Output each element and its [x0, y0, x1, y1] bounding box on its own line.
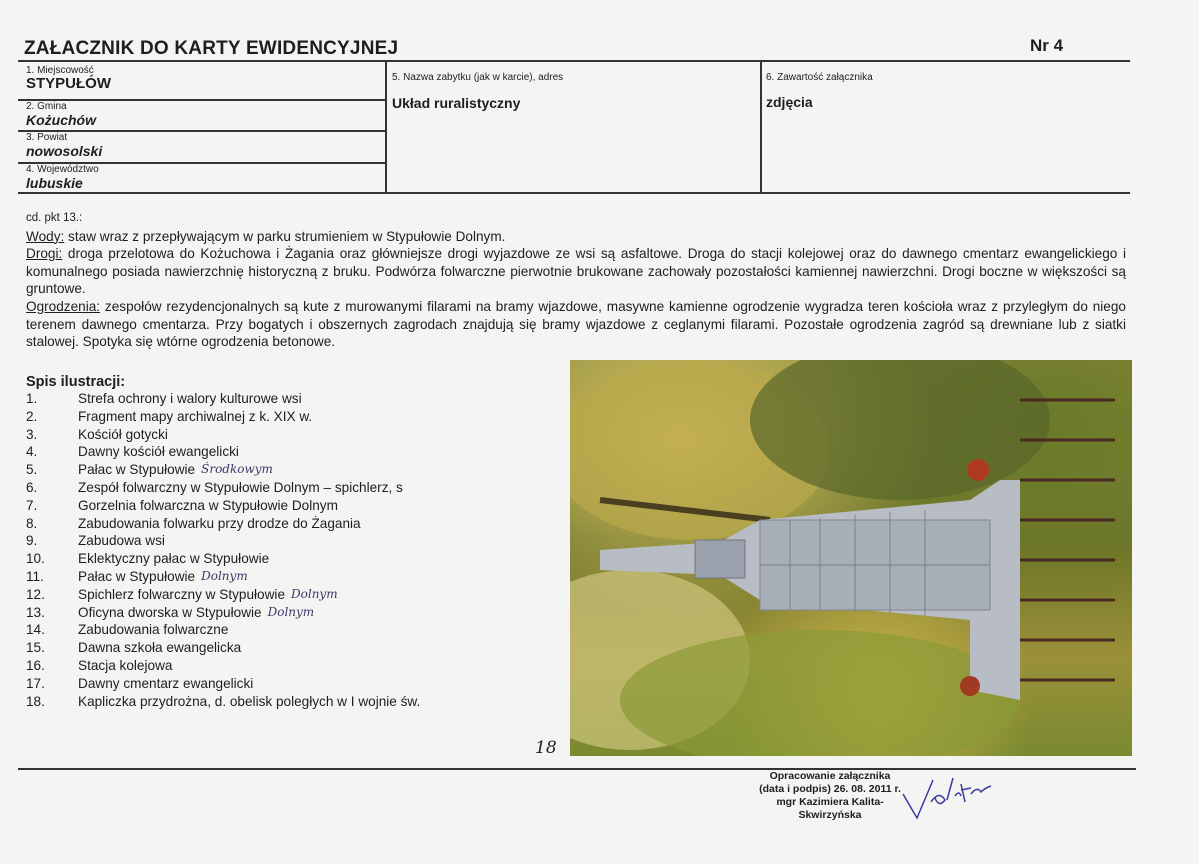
- item-title: Fragment mapy archiwalnej z k. XIX w.: [78, 408, 313, 424]
- item-title: Stacja kolejowa: [78, 657, 173, 673]
- item-number: 7.: [26, 497, 38, 513]
- item-number: 6.: [26, 479, 38, 495]
- item-number: 16.: [26, 657, 45, 673]
- list-item: [26, 498, 420, 516]
- list-item: [26, 658, 420, 676]
- item-number: 18.: [26, 693, 45, 709]
- footer-author: mgr Kazimiera Kalita-: [776, 796, 884, 808]
- item-title: Kościół gotycki: [78, 426, 168, 442]
- list-item: [26, 676, 420, 694]
- signature: [895, 772, 995, 822]
- field-label: 1. Miejscowość: [26, 65, 94, 76]
- list-item: [26, 480, 420, 498]
- divider: [18, 768, 1136, 770]
- paragraph-drogi: [26, 245, 1126, 298]
- list-item: [26, 409, 420, 427]
- item-title: Oficyna dworska w Stypułowie: [78, 604, 262, 620]
- list-item: [26, 427, 420, 445]
- illustrations-list: [26, 374, 420, 711]
- field-label: 3. Powiat: [26, 132, 68, 143]
- handwritten-note: Dolnym: [201, 568, 248, 583]
- field-value: Układ ruralistyczny: [392, 95, 521, 111]
- divider: [18, 192, 1130, 194]
- list-item: [26, 551, 420, 569]
- field-value: nowosolski: [26, 143, 103, 159]
- paragraph-heading: Ogrodzenia:: [26, 298, 101, 314]
- handwritten-note: Dolnym: [291, 586, 338, 601]
- item-number: 8.: [26, 515, 38, 531]
- footer-line: Opracowanie załącznika: [769, 770, 891, 782]
- item-title: Zabudowa wsi: [78, 533, 165, 549]
- item-number: 4.: [26, 444, 38, 460]
- field-value: zdjęcia: [766, 94, 813, 110]
- handwritten-note: Środkowym: [201, 462, 273, 477]
- item-number: 17.: [26, 675, 45, 691]
- item-title: Gorzelnia folwarczna w Stypułowie Dolnym: [78, 497, 338, 513]
- paragraph-ogrodzenia: [26, 298, 1126, 351]
- paragraph-text: droga przelotowa do Kożuchowa i Żagania oraz główniejsze drogi wyjazdowe ze wsi są asfaltowe. Droga do stacji kolejowej oraz do dawnego cmentarz ewangelickiego i komunalnego posiada nawierzchnię historyczną z bruku. Podwórza folwarczne pierwotnie brukowane zachowały pozostałości kamiennej nawierzchni. Drogi boczne w większości są gruntowe.: [26, 246, 1126, 297]
- photo-number: 18: [535, 738, 557, 758]
- list-item: [26, 640, 420, 658]
- item-number: 5.: [26, 462, 38, 478]
- document-title: ZAŁACZNIK DO KARTY EWIDENCYJNEJ: [24, 38, 399, 59]
- item-number: 11.: [26, 568, 44, 584]
- item-number: 12.: [26, 586, 45, 602]
- field-wojewodztwo: [26, 164, 99, 191]
- item-number: 10.: [26, 551, 45, 567]
- list-item: [26, 533, 420, 551]
- list-item: [26, 444, 420, 462]
- divider: [385, 60, 387, 193]
- footer-date: (data i podpis) 26. 08. 2011 r.: [759, 783, 901, 795]
- list-item: [26, 569, 420, 587]
- prepared-by: [740, 770, 920, 822]
- photo-image: [570, 360, 1132, 756]
- item-number: 1.: [26, 391, 38, 406]
- field-powiat: [26, 132, 102, 159]
- list-heading: Spis ilustracji:: [26, 374, 126, 390]
- item-number: 14.: [26, 622, 45, 638]
- attachment-number: Nr 4: [1030, 36, 1064, 55]
- item-title: Strefa ochrony i walory kulturowe wsi: [78, 391, 302, 406]
- divider: [18, 60, 1130, 62]
- field-label: 2. Gmina: [26, 101, 67, 112]
- field-value: Kożuchów: [26, 112, 96, 128]
- field-label: 6. Zawartość załącznika: [766, 72, 873, 83]
- paragraph-text: staw wraz z przepływającym w parku strumieniem w Stypułowie Dolnym.: [64, 228, 506, 244]
- field-zawartosc: [766, 72, 873, 110]
- item-number: 2.: [26, 408, 38, 424]
- item-title: Dawny cmentarz ewangelicki: [78, 675, 254, 691]
- list-item: [26, 605, 420, 623]
- paragraph-heading: Drogi:: [26, 246, 63, 262]
- field-label: 4. Województwo: [26, 164, 99, 175]
- photo-roadside-obelisk: [570, 360, 1132, 756]
- field-value: lubuskie: [26, 175, 83, 191]
- item-number: 3.: [26, 426, 38, 442]
- list-item: [26, 391, 420, 409]
- field-label: 5. Nazwa zabytku (jak w karcie), adres: [392, 72, 564, 83]
- item-title: Eklektyczny pałac w Stypułowie: [78, 551, 270, 567]
- item-title: Pałac w Stypułowie: [78, 462, 196, 478]
- item-title: Pałac w Stypułowie: [78, 568, 196, 584]
- item-title: Dawna szkoła ewangelicka: [78, 640, 242, 656]
- item-title: Zespół folwarczny w Stypułowie Dolnym – spichlerz, s: [78, 479, 403, 495]
- description-text: [26, 210, 1126, 351]
- item-title: Zabudowania folwarku przy drodze do Żagania: [78, 515, 361, 531]
- paragraph-heading: Wody:: [26, 228, 65, 244]
- field-nazwa: [392, 72, 563, 111]
- item-number: 15.: [26, 640, 45, 656]
- item-title: Zabudowania folwarczne: [78, 622, 229, 638]
- intro: cd. pkt 13.:: [26, 212, 83, 224]
- field-gmina: [26, 101, 96, 128]
- paragraph-wody: [26, 228, 1126, 246]
- list-item: [26, 462, 420, 480]
- list-item: [26, 622, 420, 640]
- field-value: STYPUŁÓW: [26, 75, 111, 92]
- paragraph-text: zespołów rezydencjonalnych są kute z murowanymi filarami na bramy wjazdowe, masywne kamienne ogrodzenie wygradza teren kościoła wraz z przyległym do niego terenem dawnego cmentarza. Przy bogatych i obszernych zagrodach znajdują się bramy wjazdowe z ceglanymi filarami. Pozostałe ogrodzenia zagród są drewniane lub z siatki stalowej. Spotyka się wtórne ogrodzenia betonowe.: [26, 298, 1126, 350]
- item-title: Dawny kościół ewangelicki: [78, 444, 239, 460]
- list-item: [26, 587, 420, 605]
- item-number: 13.: [26, 604, 45, 620]
- item-number: 9.: [26, 533, 38, 549]
- field-miejscowosc: [26, 65, 111, 92]
- divider: [760, 60, 762, 193]
- list-item: [26, 516, 420, 534]
- list-item: [26, 694, 420, 712]
- handwritten-note: Dolnym: [267, 604, 315, 619]
- footer-author: Skwirzyńska: [798, 809, 862, 821]
- item-title: Spichlerz folwarczny w Stypułowie: [78, 586, 286, 602]
- item-title: Kapliczka przydrożna, d. obelisk poległych w I wojnie św.: [78, 693, 421, 709]
